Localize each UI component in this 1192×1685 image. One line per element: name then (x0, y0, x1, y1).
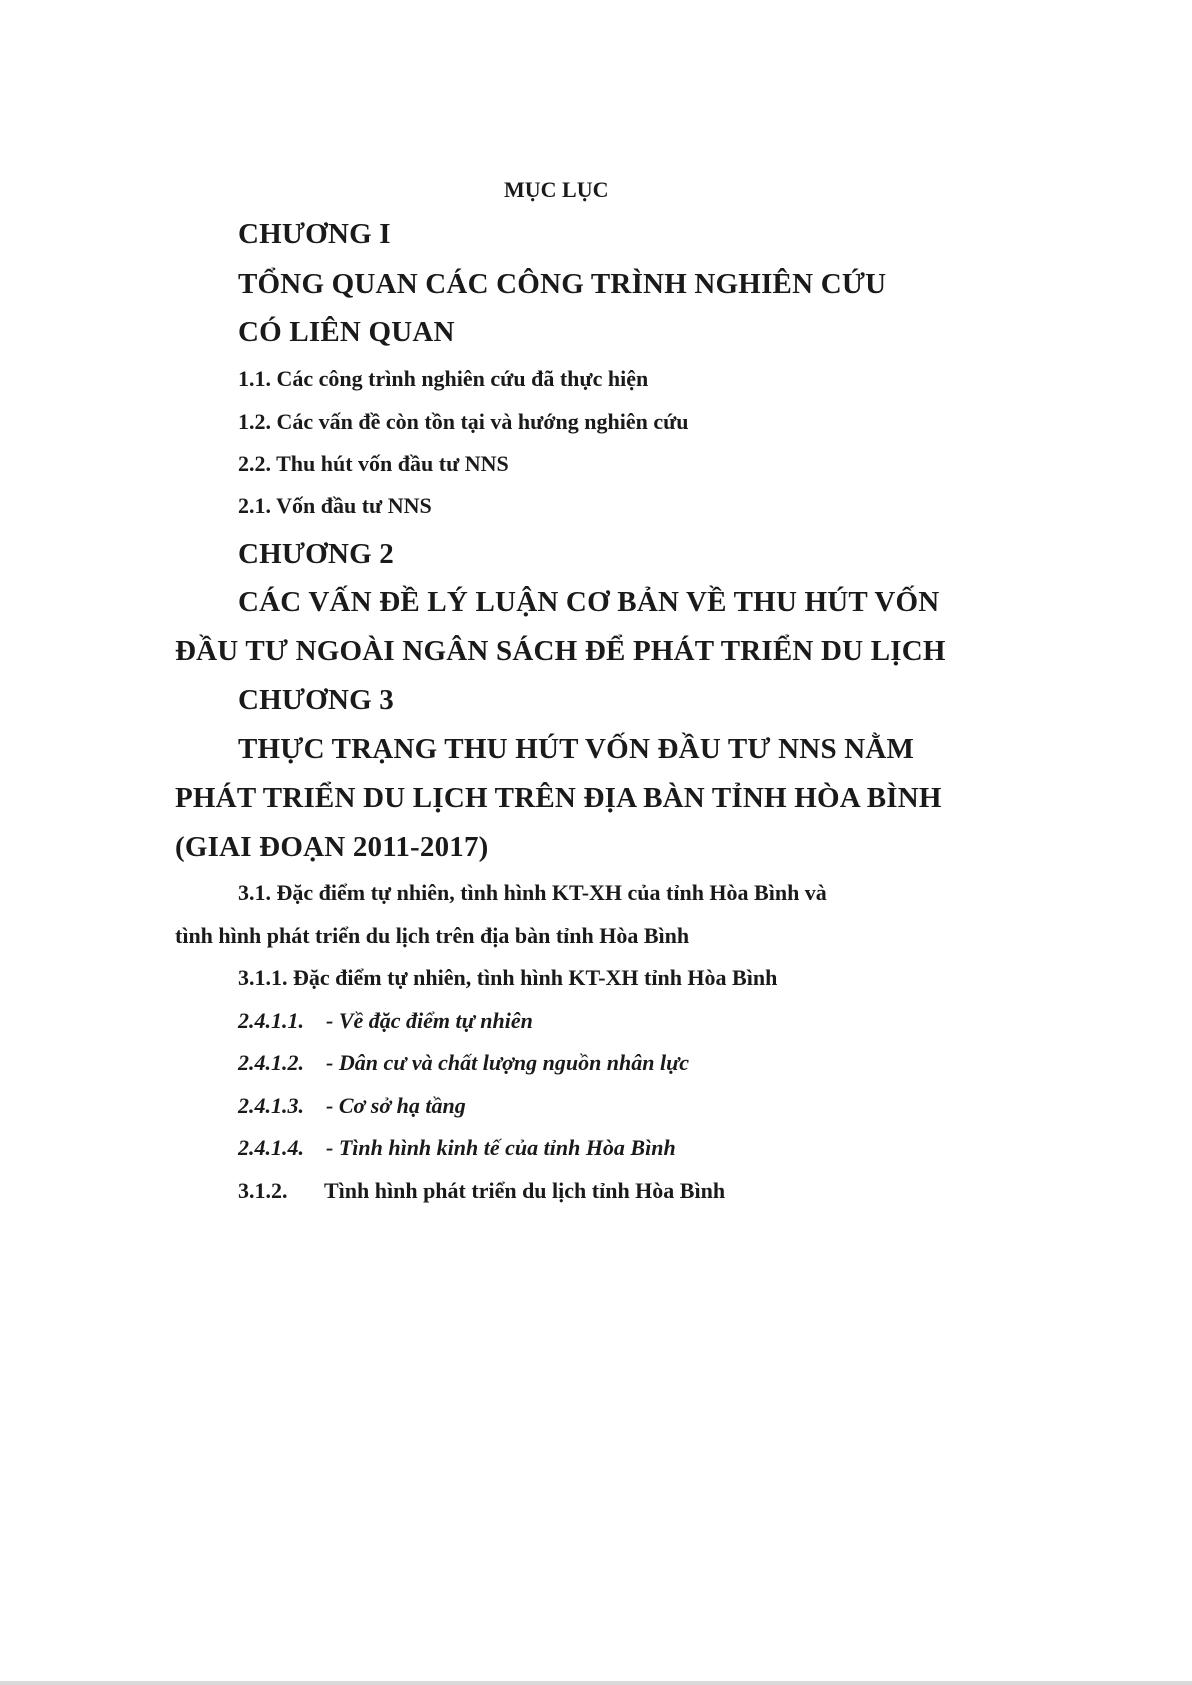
chapter-1-title-line-2[interactable]: CÓ LIÊN QUAN (238, 316, 455, 348)
entry-number: 3.1.2. (238, 1178, 288, 1203)
page-bottom-border (0, 1681, 1192, 1685)
toc-entry-2-4-1-1[interactable] (238, 1010, 533, 1032)
toc-entry-1-2[interactable]: 1.2. Các vấn đề còn tồn tại và hướng nghiên cứu (238, 409, 689, 434)
chapter-2-label[interactable]: CHƯƠNG 2 (238, 538, 394, 570)
entry-text: - Cơ sở hạ tầng (326, 1093, 466, 1118)
chapter-3-title-line-2[interactable]: PHÁT TRIỂN DU LỊCH TRÊN ĐỊA BÀN TỈNH HÒA BÌNH (175, 782, 942, 814)
chapter-3-title-line-1[interactable]: THỰC TRẠNG THU HÚT VỐN ĐẦU TƯ NNS NẰM (238, 733, 915, 765)
chapter-3-label[interactable]: CHƯƠNG 3 (238, 684, 394, 716)
toc-entry-2-1[interactable]: 2.1. Vốn đầu tư NNS (238, 493, 432, 518)
chapter-3-title-line-3[interactable]: (GIAI ĐOẠN 2011-2017) (175, 831, 489, 863)
entry-text: - Về đặc điểm tự nhiên (326, 1008, 533, 1033)
toc-entry-2-4-1-2[interactable] (238, 1052, 689, 1074)
entry-text: - Dân cư và chất lượng nguồn nhân lực (326, 1050, 690, 1075)
entry-number: 2.4.1.3. (238, 1093, 304, 1118)
chapter-2-title-line-2[interactable]: ĐẦU TƯ NGOÀI NGÂN SÁCH ĐỂ PHÁT TRIỂN DU LỊCH (175, 635, 946, 667)
chapter-1-label[interactable]: CHƯƠNG I (238, 218, 391, 250)
entry-text: Tình hình phát triển du lịch tỉnh Hòa Bình (324, 1178, 726, 1203)
toc-entry-1-1[interactable]: 1.1. Các công trình nghiên cứu đã thực hiện (238, 366, 649, 391)
toc-entry-3-1-2[interactable] (238, 1180, 725, 1202)
entry-text: - Tình hình kinh tế của tỉnh Hòa Bình (326, 1135, 676, 1160)
toc-entry-3-1-1[interactable]: 3.1.1. Đặc điểm tự nhiên, tình hình KT-XH tỉnh Hòa Bình (238, 965, 778, 990)
toc-title: MỤC LỤC (504, 177, 609, 202)
toc-entry-3-1-line-1[interactable]: 3.1. Đặc điểm tự nhiên, tình hình KT-XH của tỉnh Hòa Bình và (238, 880, 827, 905)
chapter-2-title-line-1[interactable]: CÁC VẤN ĐỀ LÝ LUẬN CƠ BẢN VỀ THU HÚT VỐN (238, 586, 940, 618)
entry-number: 2.4.1.2. (238, 1050, 304, 1075)
toc-entry-2-4-1-4[interactable] (238, 1137, 676, 1159)
toc-entry-2-2[interactable]: 2.2. Thu hút vốn đầu tư NNS (238, 451, 509, 476)
entry-number: 2.4.1.1. (238, 1008, 304, 1033)
toc-entry-3-1-line-2[interactable]: tình hình phát triển du lịch trên địa bàn tỉnh Hòa Bình (175, 923, 690, 948)
entry-number: 2.4.1.4. (238, 1135, 304, 1160)
toc-entry-2-4-1-3[interactable] (238, 1095, 466, 1117)
chapter-1-title-line-1[interactable]: TỔNG QUAN CÁC CÔNG TRÌNH NGHIÊN CỨU (238, 268, 887, 300)
